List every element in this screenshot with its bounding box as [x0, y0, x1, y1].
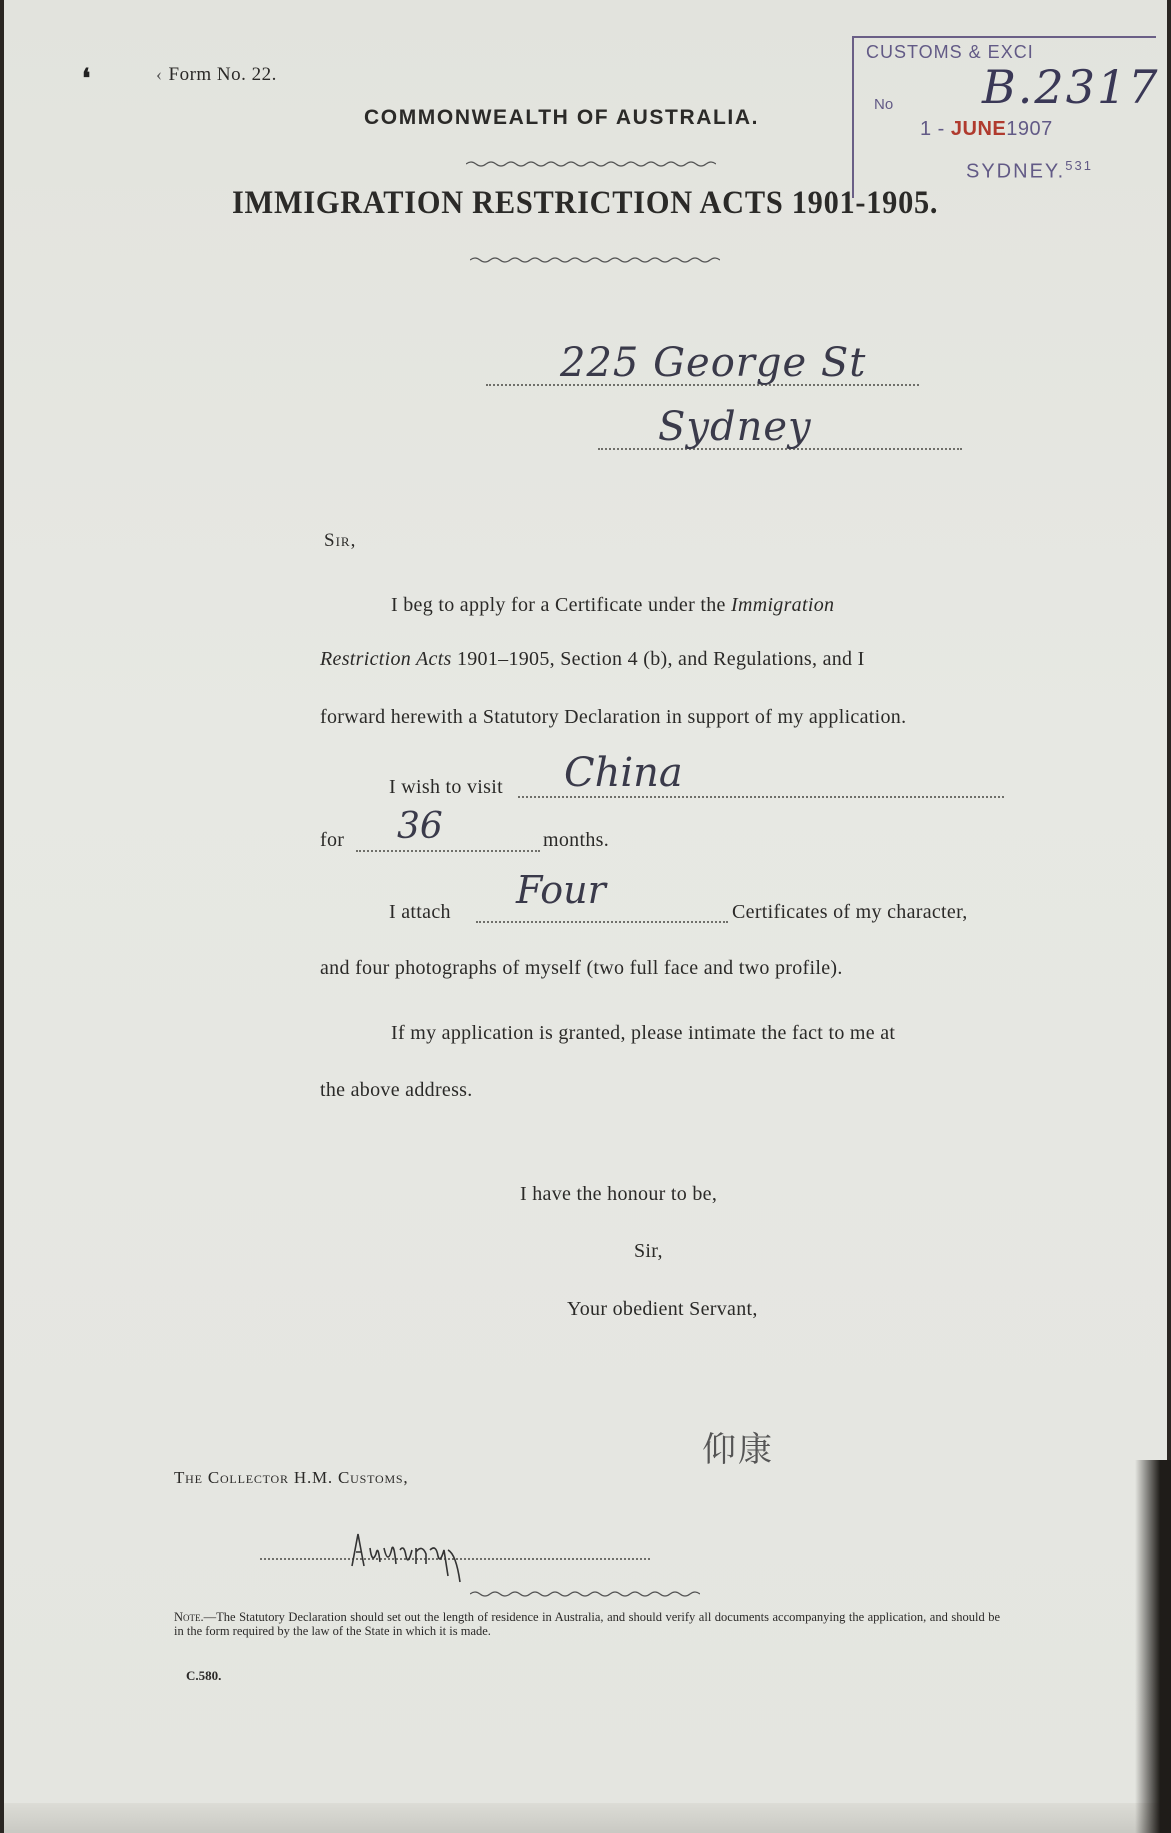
form-number [156, 64, 277, 86]
paragraph-3: forward herewith a Statutory Declaration in support of my application. [320, 706, 907, 728]
commonwealth-heading: COMMONWEALTH OF AUSTRALIA. [364, 106, 760, 129]
p2-italic: Restriction Acts [320, 648, 452, 670]
stamp-no-label: No [874, 96, 894, 113]
ornament-divider [466, 160, 716, 166]
customs-stamp [852, 36, 1160, 198]
stamp-date [920, 118, 1053, 141]
stamp-number: B.2317 [982, 60, 1160, 114]
ornament-divider [470, 1590, 700, 1596]
stamp-city-name: SYDNEY. [966, 160, 1066, 183]
attach-value: Four [516, 868, 606, 912]
stamp-date-year: 1907 [1006, 118, 1053, 140]
form-number-text: Form No. 22. [168, 64, 277, 85]
address-line-2: Sydney [658, 404, 812, 450]
stamp-date-month: JUNE [950, 118, 1007, 140]
visit-value: China [564, 750, 683, 796]
attach-label: I attach [389, 901, 451, 923]
document-page [4, 0, 1167, 1833]
stamp-customs-text: CUSTOMS & EXCI [866, 42, 1034, 62]
paragraph-granted: If my application is granted, please intimate the fact to me at [391, 1022, 896, 1044]
chinese-signature: 仰康 [702, 1430, 774, 1470]
visit-rule [518, 796, 1004, 798]
paragraph-2 [320, 648, 865, 671]
closing-sir: Sir, [634, 1240, 663, 1262]
p1-text: I beg to apply for a Certificate under the [391, 594, 731, 616]
p1-italic: Immigration [731, 594, 835, 616]
closing-servant: Your obedient Servant, [567, 1298, 758, 1320]
closing-honour: I have the honour to be, [520, 1183, 718, 1205]
certificates-text: Certificates of my character, [732, 901, 968, 923]
handwritten-signature [344, 1504, 504, 1584]
note-label: Note. [174, 1610, 204, 1624]
address-line-1: 225 George St [560, 340, 867, 386]
months-label: months. [543, 829, 609, 851]
footnote [174, 1610, 1000, 1639]
paragraph-photographs: and four photographs of myself (two full face and two profile). [320, 957, 843, 979]
page-bottom-edge [4, 1803, 1167, 1833]
p2-text: 1901–1905, Section 4 (b), and Regulations, and I [451, 648, 865, 670]
stamp-date-day: 1 - [920, 118, 951, 140]
for-value: 36 [397, 806, 443, 847]
paragraph-1 [391, 594, 834, 617]
for-label: for [320, 829, 345, 851]
collector-address [174, 1468, 408, 1488]
acts-title: IMMIGRATION RESTRICTION ACTS 1901-1905. [232, 185, 939, 221]
stamp-city-suffix: 531 [1065, 158, 1093, 173]
salutation: Sir, [324, 530, 357, 551]
for-rule [356, 850, 540, 852]
visit-label: I wish to visit [389, 776, 503, 798]
paragraph-address: the above address. [320, 1079, 473, 1101]
note-text: —The Statutory Declaration should set out the length of residence in Australia, and should verify all documents accompanying the application, and should be in the form required by the law of the State in which it is made. [174, 1610, 1000, 1639]
collector-text: The Collector H.M. Customs, [174, 1468, 409, 1487]
attach-rule [476, 921, 728, 923]
stamp-city [966, 158, 1093, 184]
tick-mark-icon: ‹ [156, 64, 163, 84]
page-edge-shadow [1135, 1460, 1171, 1833]
margin-mark: ❛ [82, 64, 91, 93]
form-code: C.580. [186, 1668, 222, 1683]
ornament-divider [470, 256, 720, 262]
